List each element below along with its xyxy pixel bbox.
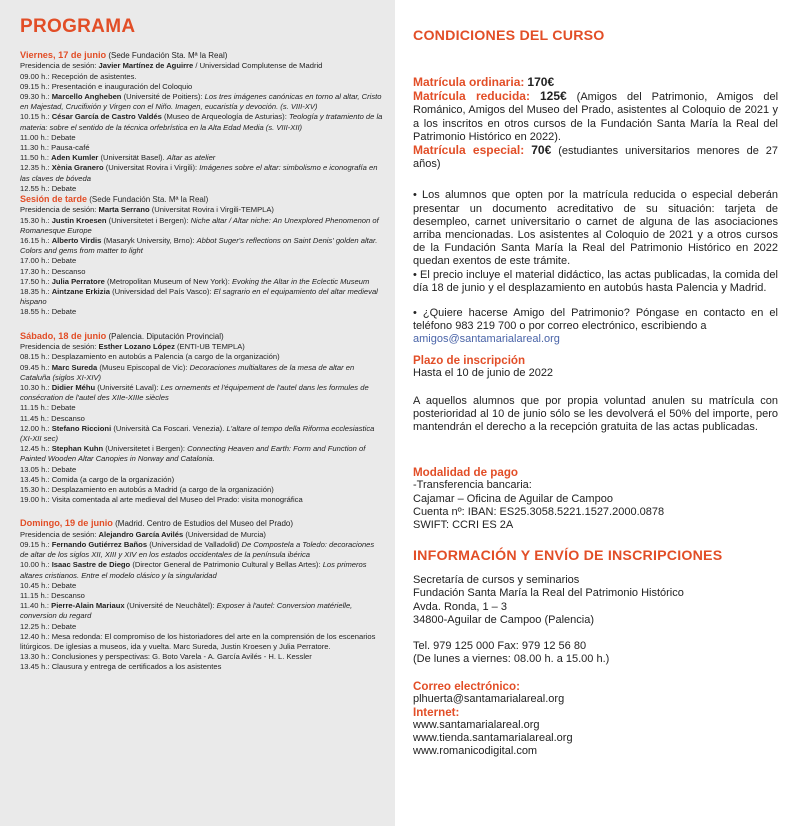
president-affiliation: / Universidad Complutense de Madrid: [195, 61, 323, 71]
program-text: Debate: [51, 621, 77, 631]
program-row: [20, 485, 383, 495]
program-time: 10.00 h.:: [20, 560, 50, 570]
program-text: Imágenes sobre el altar: simbolismo e iconografía en las claves de bóveda: [20, 163, 378, 183]
program-text: Clausura y entrega de certificados a los asistentes: [51, 662, 222, 672]
president-affiliation: (ENTI-UB TEMPLA): [177, 342, 245, 352]
speaker-name: Isaac Sastre de Diego: [51, 560, 131, 570]
program-time: 18.55 h.:: [20, 307, 50, 317]
program-time: 09.15 h.:: [20, 539, 50, 549]
day-heading: [20, 50, 383, 61]
program-text: Conclusiones y perspectivas: G. Boto Varela - A. García Avilés - H. L. Kessler: [51, 652, 312, 662]
program-row: [20, 652, 383, 662]
program-row: [20, 277, 383, 287]
program-time: 12.45 h.:: [20, 444, 50, 454]
program-text: Presentación e inauguración del Coloquio: [51, 81, 193, 91]
phone-line: Tel. 979 125 000 Fax: 979 12 56 80: [413, 640, 587, 653]
program-row: [20, 256, 383, 266]
program-text: De Compostela a Toledo: decoraciones de altar de los siglos XII, XIII y XIV en los estados occidentales de la península ibérica: [20, 539, 375, 560]
presidency-label: Presidencia de sesión:: [20, 61, 97, 71]
program-time: 09.30 h.:: [20, 92, 50, 102]
program-row: [20, 82, 383, 92]
president-name: Esther Lozano López: [98, 342, 175, 352]
session-presidency: [20, 61, 383, 71]
fee-especial-text: (estudiantes universitarios menores de 27 años): [413, 145, 778, 171]
info-title: INFORMACIÓN Y ENVÍO DE INSCRIPCIONES: [413, 548, 723, 565]
program-time: 09.15 h.:: [20, 81, 50, 91]
website-link[interactable]: www.santamarialareal.org: [413, 718, 540, 731]
program-time: 11.00 h.:: [20, 132, 49, 142]
program-time: 11.50 h.:: [20, 153, 49, 163]
program-time: 18.35 h.:: [20, 287, 50, 297]
session-presidency: [20, 342, 383, 352]
program-time: 13.30 h.:: [20, 652, 50, 662]
program-time: 13.45 h.:: [20, 474, 50, 484]
pago-line: SWIFT: CCRI ES 2A: [413, 519, 514, 532]
speaker-affiliation: (Museo de Arqueología de Asturias):: [163, 112, 287, 122]
president-name: Alejandro García Avilés: [98, 529, 184, 539]
program-time: 15.30 h.:: [20, 215, 50, 225]
day-heading: [20, 518, 383, 529]
session-presidency: [20, 530, 383, 540]
address-lines: [413, 574, 778, 627]
speaker-name: Aden Kumler: [51, 153, 99, 163]
program-time: 15.30 h.:: [20, 484, 50, 494]
program-row: [20, 363, 383, 383]
program-text: Recepción de asistentes.: [51, 71, 137, 81]
pago-lines: [413, 479, 778, 532]
day-location: (Palencia. Diputación Provincial): [108, 331, 224, 341]
speaker-name: Marcello Angheben: [51, 92, 122, 102]
program-row: [20, 601, 383, 621]
program-row: [20, 662, 383, 672]
program-time: 17.00 h.:: [20, 256, 50, 266]
program-text: Los tres imágenes canónicas en torno al altar, Cristo en Majestad, Crucifixión y Virgen con el Niño. Imagen, eucaristía y devoción. (s. VIII-XV): [20, 92, 382, 112]
program-text: Debate: [51, 307, 77, 317]
program-time: 12.55 h.:: [20, 183, 50, 193]
fee-reducida-label: Matrícula reducida:: [413, 89, 530, 104]
plazo-text: Hasta el 10 de junio de 2022: [413, 366, 554, 379]
speaker-name: Stephan Kuhn: [51, 444, 104, 454]
program-text: Debate: [51, 464, 77, 474]
speaker-affiliation: (Université de Neuchâtel):: [126, 601, 215, 611]
program-row: [20, 414, 383, 424]
speaker-affiliation: (Masaryk University, Brno):: [103, 236, 195, 246]
program-text: Decoraciones multialtares de la mesa de altar en Cataluña (siglos XI-XIV): [20, 362, 355, 382]
program-time: 12.25 h.:: [20, 621, 50, 631]
fee-especial: [413, 144, 778, 171]
speaker-name: Didier Méhu: [51, 382, 96, 392]
program-row: [20, 112, 383, 132]
program-text: Los primeros altares cristianos. Entre el modelo clásico y la singularidad: [20, 560, 367, 580]
program-row: [20, 163, 383, 183]
conditions-title: CONDICIONES DEL CURSO: [413, 28, 605, 44]
program-time: 08.15 h.:: [20, 352, 50, 362]
presidency-label: Presidencia de sesión:: [20, 529, 97, 539]
day-name: Sábado, 18 de junio: [20, 330, 107, 341]
program-time: 10.15 h.:: [20, 112, 50, 122]
program-text: Desplazamiento en autobús a Palencia (a cargo de la organización): [51, 352, 280, 362]
bullet-price-includes: • El precio incluye el material didáctico, las actas publicadas, la comida del día 18 de junio y el desplazamiento en autobús hasta Palencia y Madrid.: [413, 268, 778, 294]
pago-line: Cuenta nº: IBAN: ES25.3058.5221.1527.2000.0878: [413, 505, 665, 518]
program-time: 11.40 h.:: [20, 601, 49, 611]
speaker-affiliation: (Université Laval):: [97, 382, 159, 392]
speaker-affiliation: (Universidad del País Vasco):: [112, 287, 212, 297]
program-text: Les ornements et l'équipement de l'autel dans les formules de consécration de l'autel des XIIe-XIIIe siècles: [20, 382, 369, 403]
speaker-affiliation: (Universität Basel).: [100, 153, 165, 163]
president-name: Javier Martínez de Aguirre: [98, 61, 194, 71]
speaker-name: Justin Kroesen: [51, 215, 107, 225]
program-text: Altar as atelier: [166, 153, 216, 163]
program-time: 11.45 h.:: [20, 413, 49, 423]
program-text: Exposer à l'autel: Conversion matérielle, conversion du regard: [20, 601, 353, 621]
program-time: 13.45 h.:: [20, 662, 50, 672]
speaker-name: Marc Sureda: [51, 362, 98, 372]
program-time: 11.30 h.:: [20, 143, 49, 153]
program-text: L'altare ol tempo della Riforma ecclesiastica (XI-XII sec): [20, 423, 375, 443]
president-affiliation: (Universidad de Murcia): [185, 529, 266, 539]
program-time: 09.45 h.:: [20, 362, 50, 372]
programa-title: PROGRAMA: [20, 16, 136, 37]
program-time: 11.15 h.:: [20, 590, 49, 600]
program-row: [20, 72, 383, 82]
speaker-affiliation: (Director General de Patrimonio Cultural y Bellas Artes):: [132, 560, 321, 570]
program-text: Debate: [51, 403, 76, 413]
program-text: Desplazamiento en autobús a Madrid (a cargo de la organización): [51, 484, 274, 494]
program-row: [20, 143, 383, 153]
president-affiliation: (Universitat Rovira i Virgili-TEMPLA): [151, 205, 274, 215]
address-line: Secretaría de cursos y seminarios: [413, 574, 580, 587]
president-name: Marta Serrano: [98, 205, 150, 215]
fee-especial-label: Matrícula especial:: [413, 143, 525, 158]
program-list: [20, 50, 383, 673]
program-row: [20, 287, 383, 307]
amigos-email-link[interactable]: amigos@santamarialareal.org: [413, 333, 560, 346]
program-time: 13.05 h.:: [20, 464, 50, 474]
session-heading: [20, 194, 383, 205]
day-name: Viernes, 17 de junio: [20, 50, 107, 60]
day-heading: [20, 331, 383, 342]
program-text: Visita comentada al arte medieval del Museo del Prado: visita monográfica: [51, 495, 303, 505]
program-time: 10.30 h.:: [20, 382, 50, 392]
website-link[interactable]: www.romanicodigital.com: [413, 745, 538, 758]
program-text: Debate: [51, 183, 77, 193]
program-row: [20, 352, 383, 362]
program-text: Mesa redonda: El compromiso de los historiadores del arte en la comprensión de los escenarios litúrgicos. De iglesias a museos, ida y vuelta. Marc Sureda, Justin Kroesen y Julia Perratore.: [20, 631, 376, 651]
program-time: 17.30 h.:: [20, 266, 50, 276]
program-time: 12.00 h.:: [20, 423, 50, 433]
day-name: Domingo, 19 de junio: [20, 518, 113, 529]
program-time: 12.40 h.:: [20, 631, 50, 641]
speaker-affiliation: (Metropolitan Museum of New York):: [107, 276, 230, 286]
speaker-name: Pierre-Alain Mariaux: [51, 601, 125, 611]
speaker-affiliation: (Università Ca Foscari. Venezia).: [113, 423, 225, 433]
bullet-amigo-text: • ¿Quiere hacerse Amigo del Patrimonio? Póngase en contacto en el teléfono 983 219 700 o por correo electrónico, escribiendo a: [413, 307, 778, 333]
internet-title: Internet:: [413, 705, 460, 719]
pago-line: Cajamar – Oficina de Aguilar de Campoo: [413, 492, 613, 505]
speaker-name: César García de Castro Valdés: [51, 112, 162, 122]
address-line: Fundación Santa María la Real del Patrimonio Histórico: [413, 587, 684, 600]
program-row: [20, 444, 383, 464]
presidency-label: Presidencia de sesión:: [20, 205, 97, 215]
speaker-name: Alberto Virdis: [51, 236, 102, 246]
program-row: [20, 216, 383, 236]
program-row: [20, 632, 383, 652]
program-row: [20, 236, 383, 256]
fee-reducida: [413, 90, 778, 144]
contact-email-link[interactable]: plhuerta@santamarialareal.org: [413, 692, 565, 705]
program-time: 09.00 h.:: [20, 71, 50, 81]
program-row: [20, 540, 383, 560]
session-location: (Sede Fundación Sta. Mª la Real): [89, 195, 209, 205]
fee-reducida-amount: 125€: [539, 89, 567, 104]
session-name: Sesión de tarde: [20, 194, 88, 205]
program-row: [20, 184, 383, 194]
program-text: Niche altar / Altar niche: An Unexplored Phenomenon of Romanesque Europe: [20, 215, 379, 235]
program-text: Pausa-café: [51, 143, 90, 153]
bullet-amigo: [413, 307, 778, 347]
address-line: 34800-Aguilar de Campoo (Palencia): [413, 613, 594, 626]
fee-reducida-text: (Amigos del Patrimonio, Amigos del Románico, Amigos del Museo del Prado, asistentes al Coloquio de 2021 y a los inscritos en otros cursos de la Fundación Santa María la Real del Patrimonio Histórico en 2022).: [413, 91, 779, 143]
program-text: Evoking the Altar in the Eclectic Museum: [231, 276, 370, 286]
program-row: [20, 92, 383, 112]
program-text: Connecting Heaven and Earth: Form and Function of Painted Wooden Altar Canopies in Norway and Catalonia.: [20, 444, 366, 464]
day-location: (Sede Fundación Sta. Mª la Real): [108, 51, 228, 60]
speaker-affiliation: (Universitetet i Bergen):: [105, 444, 186, 454]
program-row: [20, 465, 383, 475]
fee-ordinaria-amount: 170€: [527, 75, 555, 89]
program-text: Teología y tratamiento de la materia: sobre el sentido de la técnica orfebrística en la Alta Edad Media (s. VIII-XII): [20, 112, 383, 132]
program-row: [20, 475, 383, 485]
pago-line: -Transferencia bancaria:: [413, 479, 532, 492]
speaker-name: Fernando Gutiérrez Baños: [51, 539, 148, 549]
program-row: [20, 591, 383, 601]
speaker-name: Aintzane Erkizia: [51, 287, 110, 297]
program-row: [20, 622, 383, 632]
program-time: 11.15 h.:: [20, 403, 49, 413]
website-list: [413, 719, 778, 759]
program-text: El sagrario en el equipamiento del altar medieval hispano: [20, 287, 378, 307]
program-row: [20, 267, 383, 277]
fee-ordinaria: [413, 76, 778, 90]
program-row: [20, 560, 383, 580]
program-row: [20, 424, 383, 444]
hours-line: (De lunes a viernes: 08.00 h. a 15.00 h.): [413, 653, 610, 666]
speaker-name: Xènia Granero: [51, 163, 104, 173]
speaker-name: Stefano Riccioni: [51, 423, 112, 433]
speaker-affiliation: (Université de Poitiers):: [123, 92, 203, 102]
website-link[interactable]: www.tienda.santamarialareal.org: [413, 731, 573, 744]
program-row: [20, 581, 383, 591]
program-text: Descanso: [51, 413, 85, 423]
program-row: [20, 307, 383, 317]
speaker-name: Julia Perratore: [51, 276, 105, 286]
address-line: Avda. Ronda, 1 – 3: [413, 600, 507, 613]
program-time: 17.50 h.:: [20, 276, 50, 286]
speaker-affiliation: (Universitat Rovira i Virgili):: [105, 163, 198, 173]
program-text: Abbot Suger's reflections on Saint Denis' golden altar. Colors and gems from matter to light: [20, 236, 378, 256]
program-text: Debate: [51, 256, 77, 266]
program-text: Descanso: [51, 590, 85, 600]
fee-especial-amount: 70€: [531, 143, 552, 158]
refund-text: A aquellos alumnos que por propia voluntad anulen su matrícula con posterioridad al 10 de junio sólo se les devolverá el 50% del importe, pero mantendrán el derecho a la recepción gratuita de las actas publicadas.: [413, 394, 778, 434]
speaker-affiliation: (Museu Episcopal de Vic):: [99, 362, 188, 372]
day-location: (Madrid. Centro de Estudios del Museo del Prado): [115, 519, 294, 529]
program-text: Descanso: [51, 266, 86, 276]
conditions-panel: [400, 0, 790, 826]
fee-ordinaria-label: Matrícula ordinaria:: [413, 75, 525, 89]
session-presidency: [20, 205, 383, 215]
program-text: Debate: [51, 580, 77, 590]
presidency-label: Presidencia de sesión:: [20, 342, 97, 352]
program-text: Debate: [51, 132, 76, 142]
program-time: 16.15 h.:: [20, 236, 50, 246]
program-time: 10.45 h.:: [20, 580, 50, 590]
pago-title: Modalidad de pago: [413, 466, 518, 480]
program-text: Comida (a cargo de la organización): [51, 474, 175, 484]
speaker-affiliation: (Universidad de Valladolid): [149, 539, 240, 549]
program-row: [20, 153, 383, 163]
program-time: 19.00 h.:: [20, 495, 50, 505]
program-row: [20, 495, 383, 505]
speaker-affiliation: (Universitetet i Bergen):: [108, 215, 189, 225]
bullet-documentation: • Los alumnos que opten por la matrícula reducida o especial deberán presentar un documento acreditativo de su situación: tarjeta de desempleo, carnet universitario o carnet de alguna de las asociaciones arriba mencionadas. Los asistentes al Coloquio de 2021 y a otros cursos de la Fundación Santa María la Real del Patrimonio Histórico en 2022 quedan exentos de este trámite.: [413, 189, 778, 268]
email-title: Correo electrónico:: [413, 679, 520, 693]
program-row: [20, 133, 383, 143]
program-time: 12.35 h.:: [20, 163, 50, 173]
program-row: [20, 383, 383, 403]
program-row: [20, 403, 383, 413]
plazo-title: Plazo de inscripción: [413, 353, 526, 367]
